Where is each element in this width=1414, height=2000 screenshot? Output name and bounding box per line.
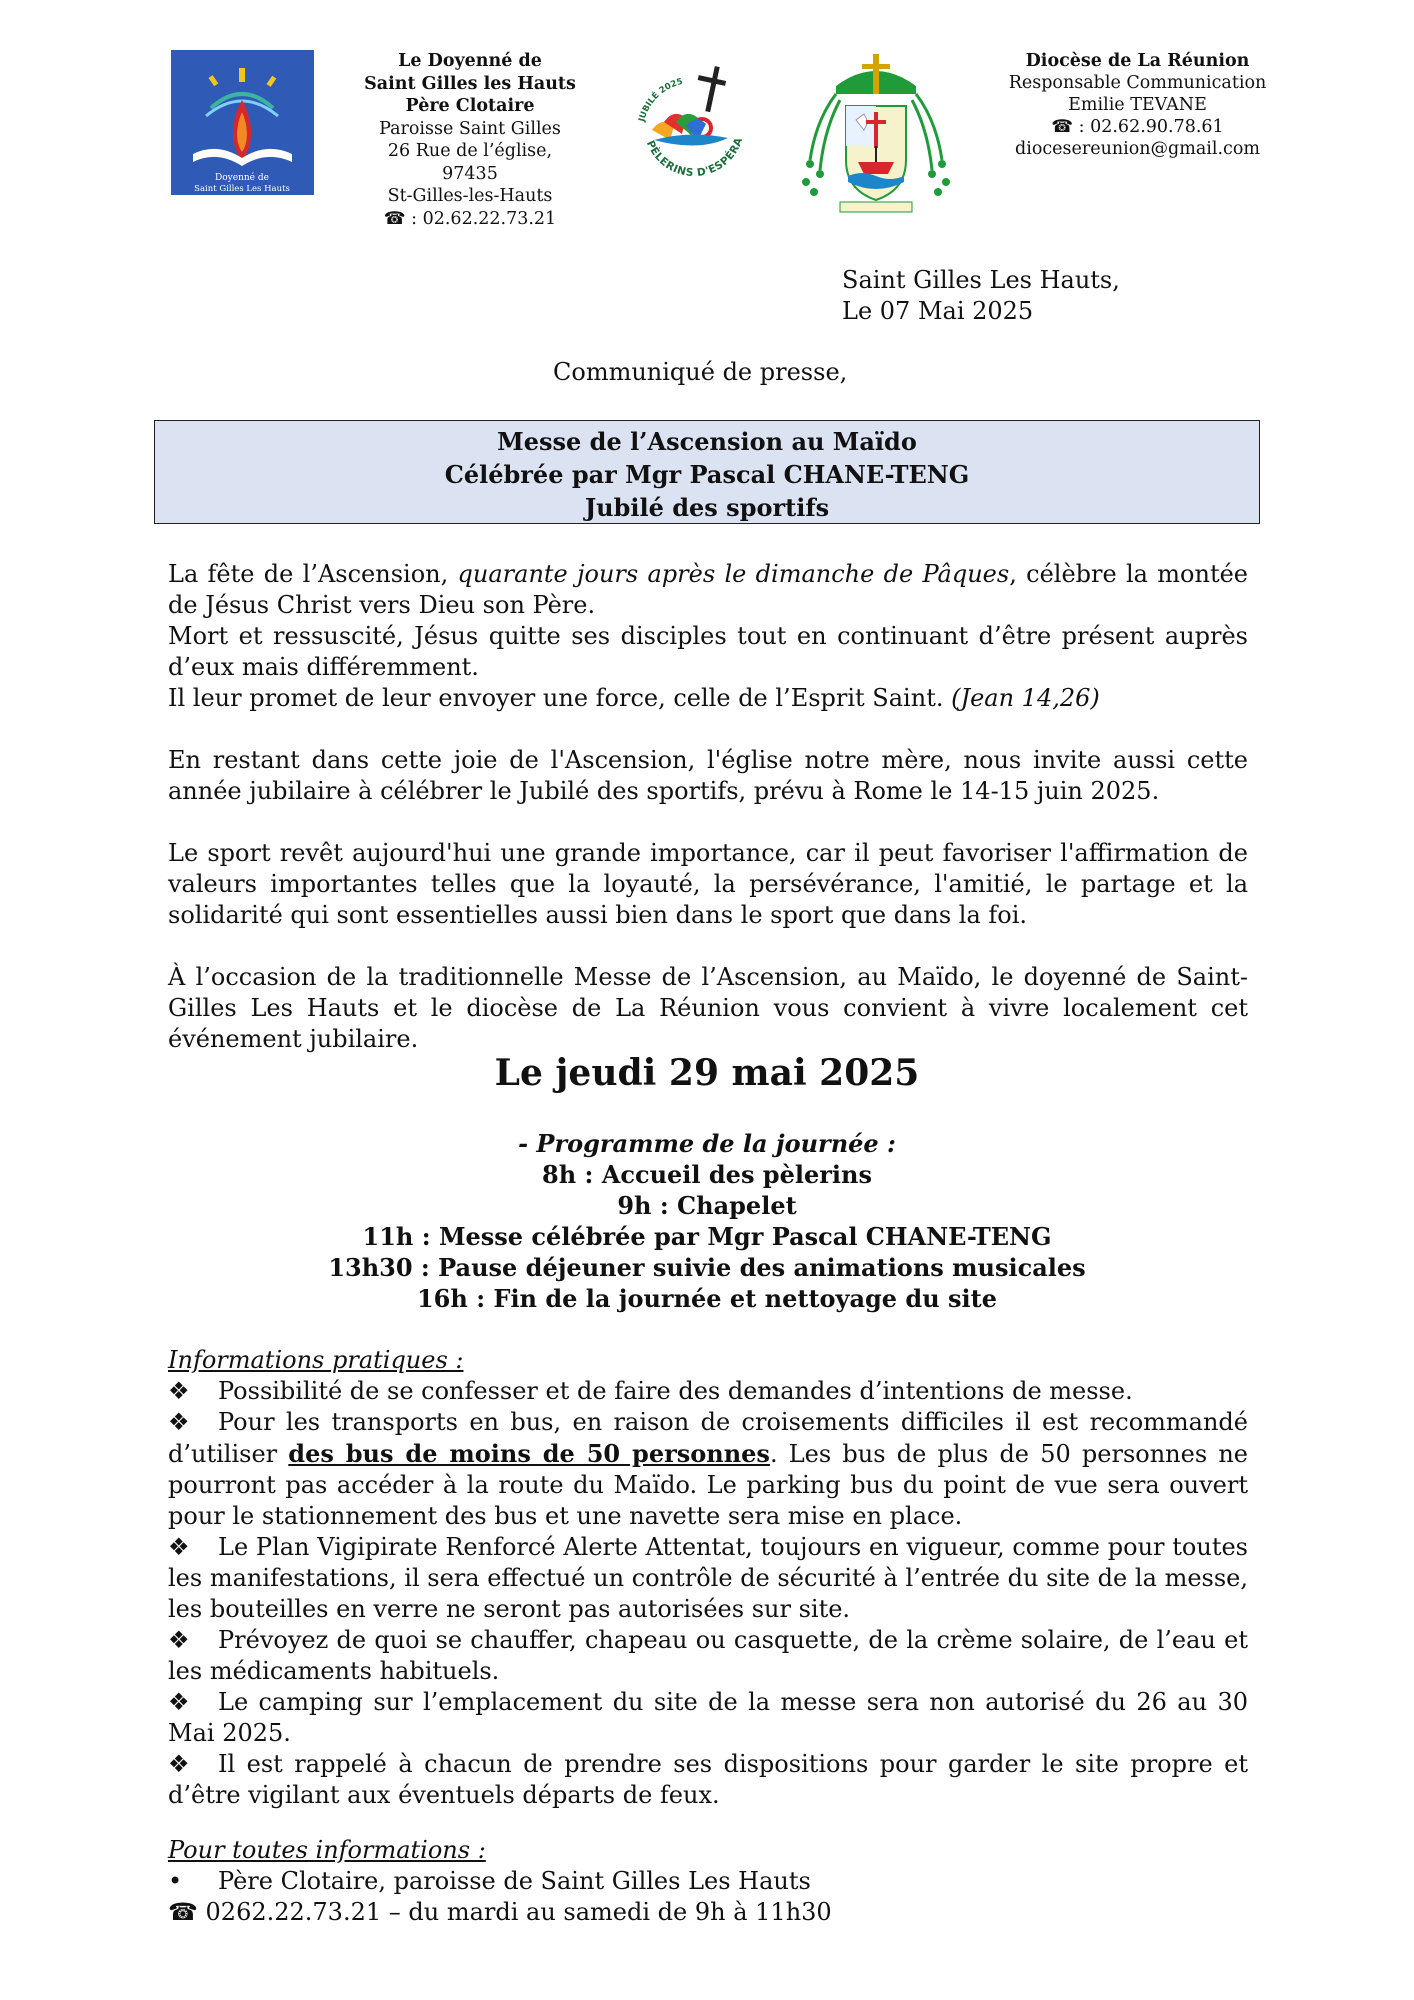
p1-line-a: La fête de l’Ascension, quarante jours après le dimanche de Pâques, célèbre la montée de Jésus Christ vers Dieu son Père. (168, 560, 1248, 619)
doyenne-line4: Paroisse Saint Gilles (379, 118, 561, 139)
diocese-phone: ☎ : 02.62.90.78.61 (1051, 117, 1224, 137)
logo-caption-2: Saint Gilles Les Hauts (194, 184, 290, 194)
bullet-icon: ❖ (168, 1688, 190, 1716)
doyenne-line2: Saint Gilles les Hauts (364, 73, 576, 94)
paragraph-ascension (168, 559, 1248, 714)
jubile-logo (624, 62, 764, 202)
program-item: 13h30 : Pause déjeuner suivie des animations musicales (328, 1253, 1086, 1282)
title-line3: Jubilé des sportifs (584, 493, 830, 522)
p1-line-d: Mort et ressuscité, Jésus quitte ses disciples tout en continuant d’être présent auprès d’eux mais différemment. (168, 622, 1248, 681)
event-date: Le jeudi 29 mai 2025 (494, 1052, 920, 1094)
doyenne-address (345, 50, 595, 230)
info-item: ❖ Possibilité de se confesser et de faire des demandes d’intentions de messe. (168, 1377, 1133, 1405)
bullet-icon: ❖ (168, 1626, 190, 1654)
contact-info (168, 1835, 1248, 1928)
doyenne-line3: Père Clotaire (405, 96, 535, 116)
doyenne-line5: 26 Rue de l’église, (387, 141, 553, 161)
title-box (154, 420, 1260, 524)
title-line2: Célébrée par Mgr Pascal CHANE-TENG (444, 460, 970, 489)
info-item: ❖ Le Plan Vigipirate Renforcé Alerte Attentat, toujours en vigueur, comme pour toutes les manifestations, il sera effectué un contrôle de sécurité à l’entrée du site de la messe, les bouteilles en verre ne seront pas autorisées sur site. (168, 1533, 1248, 1623)
program-heading: - Programme de la journée : (518, 1129, 896, 1158)
diocese-line3: Emilie TEVANE (1068, 95, 1207, 115)
paragraph-sport: Le sport revêt aujourd'hui une grande importance, car il peut favoriser l'affirmation de valeurs importantes telles que la loyauté, la persévérance, l'amitié, le partage et la solidarité qui sont essentielles aussi bien dans le sport que dans la foi. (168, 839, 1248, 929)
practical-info (168, 1345, 1248, 1811)
diocese-crest (796, 50, 956, 220)
info-item: ❖ Il est rappelé à chacun de prendre ses dispositions pour garder le site propre et d’être vigilant aux éventuels départs de feux. (168, 1750, 1248, 1809)
program-item: 8h : Accueil des pèlerins (542, 1160, 872, 1189)
doyenne-phone: ☎ : 02.62.22.73.21 (383, 208, 557, 229)
info-item: ❖ Pour les transports en bus, en raison de croisements difficiles il est recommandé d’utiliser des bus de moins de 50 personnes. Les bus de plus de 50 personnes ne pourront pas accéder à la route du Maïdo. Le parking bus du point de vue sera ouvert pour le stationnement des bus et une navette sera mise en place. (168, 1408, 1248, 1530)
bullet-icon: ❖ (168, 1377, 190, 1405)
place-date (842, 265, 1120, 327)
bullet-icon: ❖ (168, 1408, 190, 1436)
info-item: ❖ Prévoyez de quoi se chauffer, chapeau ou casquette, de la crème solaire, de l’eau et les médicaments habituels. (168, 1626, 1248, 1685)
bullet-icon: ❖ (168, 1533, 190, 1561)
program-item: 16h : Fin de la journée et nettoyage du site (416, 1284, 998, 1313)
contact-line1: • Père Clotaire, paroisse de Saint Gilles Les Hauts (168, 1867, 811, 1895)
bullet-icon: ❖ (168, 1750, 190, 1778)
program-item: 9h : Chapelet (617, 1191, 797, 1220)
communique-label: Communiqué de presse, (553, 358, 848, 386)
p1-line-e: Il leur promet de leur envoyer une force, celle de l’Esprit Saint. (Jean 14,26) (168, 684, 1100, 712)
doyenne-line1: Le Doyenné de (398, 51, 542, 71)
diocese-line1: Diocèse de La Réunion (1025, 51, 1250, 71)
diocese-address (985, 50, 1290, 160)
doyenne-logo (171, 50, 314, 195)
program-item: 11h : Messe célébrée par Mgr Pascal CHANE-TENG (362, 1222, 1052, 1251)
paragraph-jubile: En restant dans cette joie de l'Ascension, l'église notre mère, nous invite aussi cette année jubilaire à célébrer le Jubilé des sportifs, prévu à Rome le 14-15 juin 2025. (168, 746, 1248, 805)
info-item: ❖ Le camping sur l’emplacement du site de la messe sera non autorisé du 26 au 30 Mai 2025. (168, 1688, 1248, 1747)
jubile-top-text: JUBILÉ 2025 (637, 76, 684, 123)
practical-info-heading: Informations pratiques : (168, 1346, 464, 1374)
bus-limit: des bus de moins de 50 personnes (288, 1439, 770, 1468)
title-line1: Messe de l’Ascension au Maïdo (497, 427, 917, 456)
doyenne-line7: St-Gilles-les-Hauts (387, 186, 553, 206)
diocese-line2: Responsable Communication (1008, 73, 1267, 93)
diocese-email: diocesereunion@gmail.com (1015, 139, 1260, 159)
contact-line2: ☎ 0262.22.73.21 – du mardi au samedi de 9h à 11h30 (168, 1898, 832, 1926)
paragraph-occasion: À l’occasion de la traditionnelle Messe de l’Ascension, au Maïdo, le doyenné de Saint-Gilles Les Hauts et le diocèse de La Réunion vous convient à vivre localement cet événement jubilaire. (168, 963, 1248, 1053)
doyenne-line6: 97435 (442, 163, 498, 184)
jubile-ring-text: PÈLERINS D'ESPÉRA (643, 135, 746, 180)
program (0, 1128, 1414, 1314)
dot-icon: • (168, 1867, 183, 1895)
place: Saint Gilles Les Hauts, (842, 266, 1120, 294)
logo-caption-1: Doyenné de (215, 173, 269, 183)
issue-date: Le 07 Mai 2025 (842, 297, 1034, 325)
contact-heading: Pour toutes informations : (168, 1836, 486, 1864)
